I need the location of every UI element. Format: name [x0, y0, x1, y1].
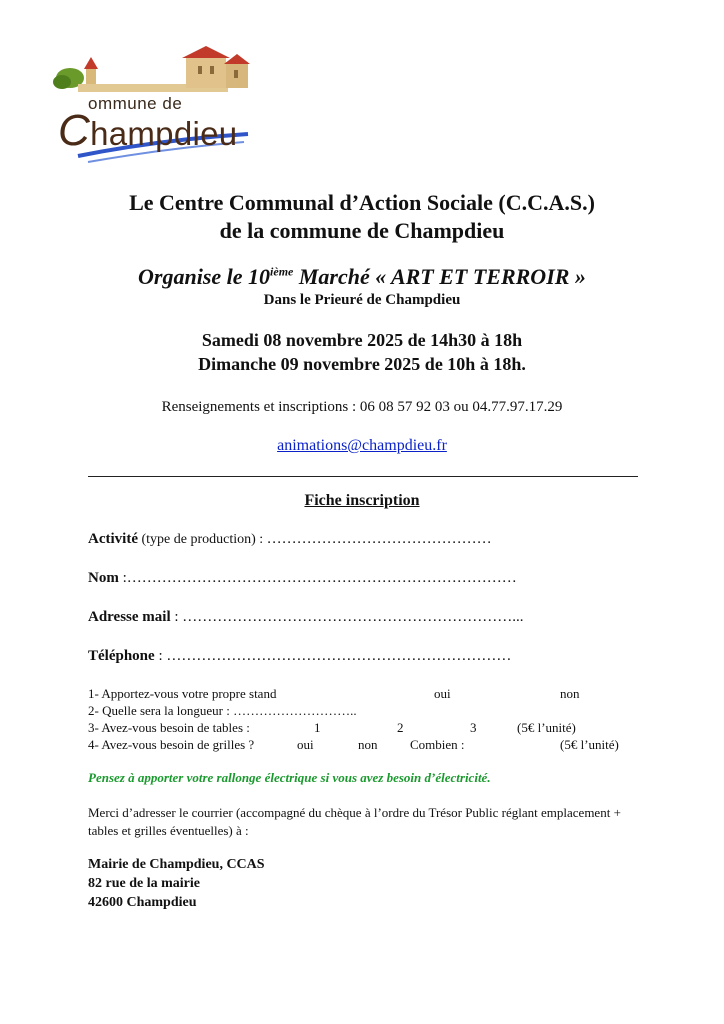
title-line-2: de la commune de Champdieu — [219, 218, 505, 243]
telephone-dots[interactable]: : …………………………………………………………… — [154, 648, 512, 664]
contact-info: Renseignements et inscriptions : 06 08 57 92 03 ou 04.77.97.17.29 — [161, 399, 563, 415]
field-activite — [88, 531, 492, 548]
q4-option-oui[interactable]: oui — [297, 737, 314, 752]
electricity-note: Pensez à apporter votre rallonge électrique si vous avez besoin d’électricité. — [88, 770, 491, 785]
telephone-label: Téléphone — [88, 648, 155, 664]
divider — [88, 476, 638, 477]
mail-label: Adresse mail — [88, 609, 171, 625]
q3-option-3[interactable]: 3 — [470, 720, 477, 735]
address-line-1: Mairie de Champdieu, CCAS — [88, 857, 265, 872]
logo-initial: C — [58, 106, 91, 155]
q3-option-1[interactable]: 1 — [314, 720, 321, 735]
postal-address — [88, 855, 265, 912]
nom-label: Nom — [88, 570, 119, 586]
event-ordinal: ième — [270, 264, 294, 279]
question-1: 1- Apportez-vous votre propre stand — [88, 686, 277, 701]
event-suffix: Marché « ART ET TERROIR » — [293, 264, 586, 289]
event-location: Dans le Prieuré de Champdieu — [263, 292, 461, 308]
q4-option-non[interactable]: non — [358, 737, 378, 752]
field-telephone — [88, 648, 511, 665]
field-nom — [88, 570, 517, 587]
email-link[interactable]: animations@champdieu.fr — [277, 437, 447, 454]
logo-text-champdieu — [58, 106, 237, 156]
address-line-3: 42600 Champdieu — [88, 895, 197, 910]
activite-dots[interactable]: ……………………………………… — [266, 531, 492, 547]
q1-option-oui[interactable]: oui — [434, 686, 451, 701]
question-3: 3- Avez-vous besoin de tables : — [88, 720, 250, 735]
address-line-2: 82 rue de la mairie — [88, 876, 200, 891]
question-2: 2- Quelle sera la longueur : ……………………….. — [88, 703, 357, 718]
event-prefix: Organise le 10 — [138, 264, 271, 289]
form-title: Fiche inscription — [304, 492, 420, 509]
mail-dots[interactable]: : …………………………………………………………... — [170, 609, 524, 625]
q3-price: (5€ l’unité) — [517, 720, 576, 735]
q4-combien: Combien : — [410, 737, 465, 752]
activite-hint: (type de production) : — [137, 532, 267, 547]
q3-option-2[interactable]: 2 — [397, 720, 404, 735]
event-title — [0, 264, 724, 290]
q1-option-non[interactable]: non — [560, 686, 580, 701]
field-mail — [88, 609, 524, 626]
logo-text-commune: ommune de — [88, 94, 183, 113]
date-sunday: Dimanche 09 novembre 2025 de 10h à 18h. — [198, 354, 526, 374]
activite-label: Activité — [88, 531, 138, 547]
nom-dots[interactable]: :…………………………………………………………………… — [118, 570, 517, 586]
q4-price: (5€ l’unité) — [560, 737, 619, 752]
logo-name: hampdieu — [90, 115, 238, 152]
title-line-1: Le Centre Communal d’Action Sociale (C.C.A.S.) — [129, 190, 595, 215]
mailing-instructions: Merci d’adresser le courrier (accompagné du chèque à l’ordre du Trésor Public réglant emplacement + tables et grilles éventuelles) à : — [88, 805, 621, 838]
question-4: 4- Avez-vous besoin de grilles ? — [88, 737, 255, 752]
date-saturday: Samedi 08 novembre 2025 de 14h30 à 18h — [201, 330, 523, 350]
